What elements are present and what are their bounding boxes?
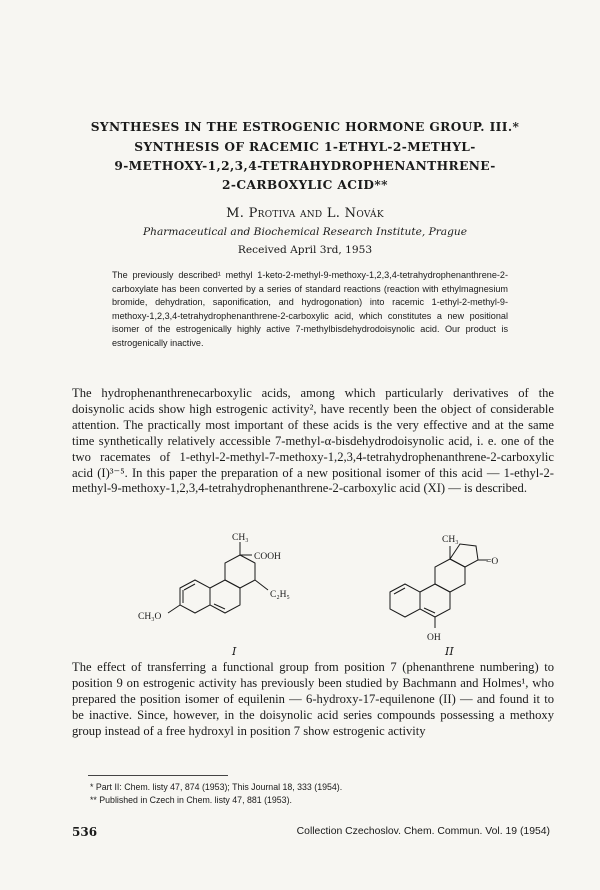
- structure-II-drawing: [390, 544, 488, 628]
- structure-II-label: II: [445, 645, 454, 658]
- title-line-1: SYNTHESES IN THE ESTROGENIC HORMONE GROUP. III.*: [90, 120, 520, 134]
- structure-I-c2h5: C₂H₅: [270, 590, 290, 600]
- structure-II-oh: OH: [427, 633, 441, 643]
- chemical-structures-figure: [120, 530, 500, 645]
- journal-reference: Collection Czechoslov. Chem. Commun. Vol. 19 (1954): [296, 826, 550, 837]
- structure-II-ch3: CH₃: [442, 535, 459, 545]
- footnote-1: * Part II: Chem. listy 47, 874 (1953); This Journal 18, 333 (1954).: [90, 782, 343, 792]
- title-line-4: 2-CARBOXYLIC ACID**: [222, 178, 388, 192]
- structure-I-cooh: COOH: [254, 552, 281, 562]
- body-paragraph-1: The hydrophenanthrenecarboxylic acids, among which particularly derivatives of the doisynolic acids show high estrogenic activity², have recently been the object of considerable attention. The practically most important of these acids is the very effective and at the same time synthetically relatively accessible 7-methyl-α-bisdehydrodoisynolic acid, i. e. one of the two racemates of 1-ethyl-2-methyl-7-methoxy-1,2,3,4-tetrahydrophenanthrene-2-carboxylic acid (I)³⁻⁵. In this paper the preparation of a new positional isomer of this acid — 1-ethyl-2-methyl-9-methoxy-1,2,3,4-tetrahydrophenanthrene-2-carboxylic acid (XI) — is described.: [72, 386, 554, 496]
- structure-I-label: I: [232, 645, 237, 658]
- structure-I-ch3: CH₃: [232, 533, 249, 543]
- footnote-2: ** Published in Czech in Chem. listy 47, 881 (1953).: [90, 795, 292, 805]
- authors: M. Protiva and L. Novák: [226, 206, 384, 221]
- abstract: The previously described¹ methyl 1-keto-2-methyl-9-methoxy-1,2,3,4-tetrahydrophenanthrene-2-carboxylate has been converted by a series of standard reactions (reaction with ethylmagnesium bromide, dehydration, saponification, and hydrogonation) into racemic 1-ethyl-2-methyl-9-methoxy-1,2,3,4-tetrahydrophenanthrene-2-carboxylic acid, which constitutes a new positional isomer of the estrogenically highly active 7-methylbisdehydrodoisynolic acid. Our product is estrogenically inactive.: [112, 270, 508, 348]
- affiliation: Pharmaceutical and Biochemical Research Institute, Prague: [143, 226, 467, 238]
- title-line-3: 9-METHOXY-1,2,3,4-TETRAHYDROPHENANTHRENE-: [114, 159, 496, 173]
- page-number: 536: [72, 825, 98, 839]
- structure-I-drawing: [168, 542, 268, 613]
- footnote-rule: [88, 775, 228, 776]
- received-date: Received April 3rd, 1953: [237, 244, 373, 256]
- title-line-2: SYNTHESIS OF RACEMIC 1-ETHYL-2-METHYL-: [134, 140, 476, 154]
- structure-I-och3: CH₃O: [138, 612, 162, 622]
- body-paragraph-2: The effect of transferring a functional group from position 7 (phenanthrene numbering) to position 9 on estrogenic activity has previously been studied by Bachmann and Holmes¹, who prepared the position isomer of equilenin — 6-hydroxy-17-equilenone (II) — and found it to be inactive. Since, however, in the doisynolic acid series compounds possessing a methoxy group instead of a free hydroxyl in position 7 show estrogenic activity: [72, 660, 554, 738]
- structure-II-ketone: =O: [486, 557, 499, 567]
